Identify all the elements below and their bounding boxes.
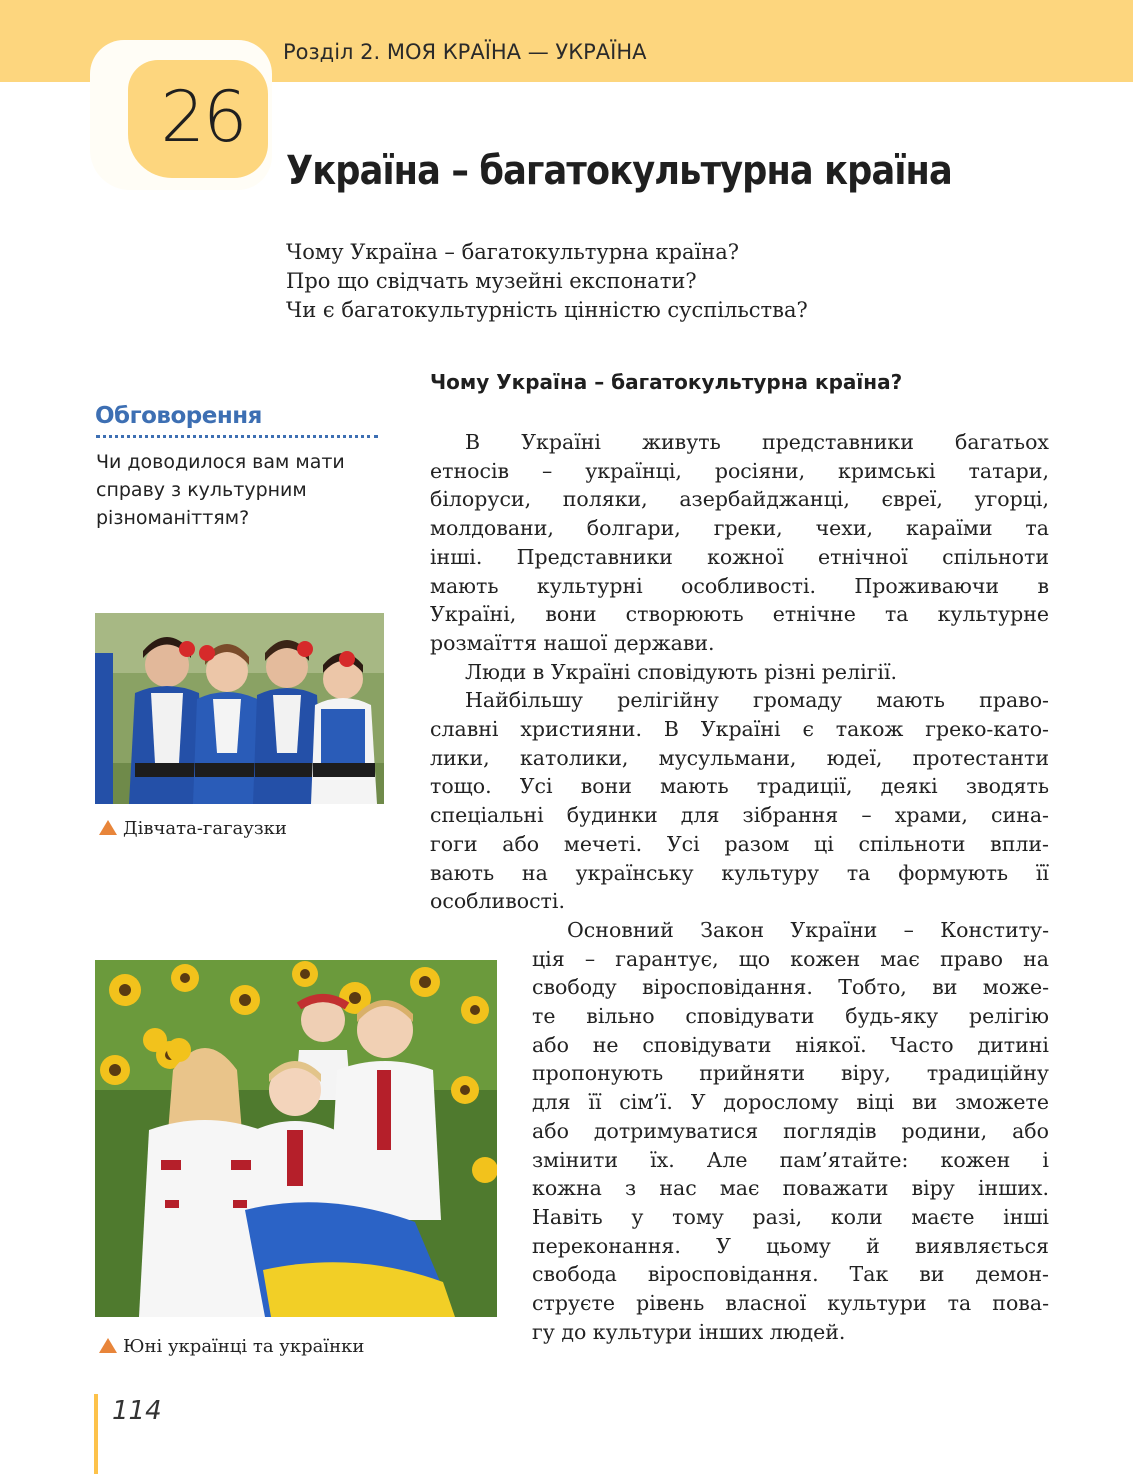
text-line: Навіть у тому разі, коли маєте інші xyxy=(532,1204,1049,1229)
text-line: або дотримуватися поглядів родини, або xyxy=(532,1118,1049,1143)
text-line: тощо. Усі вони мають традиції, деякі зводять xyxy=(430,774,1049,799)
guiding-questions xyxy=(286,238,1006,325)
text-line: славні християни. В Україні є також греко-като- xyxy=(430,717,1049,741)
text-line: розмаїття нашої держави. xyxy=(430,630,715,655)
photo-gagauz-girls-image xyxy=(95,613,384,804)
text-line: переконання. У цьому й виявляється xyxy=(532,1233,1049,1258)
discussion-heading: Обговорення xyxy=(95,403,262,429)
discussion-line: Чи доводилося вам мати xyxy=(96,451,345,473)
triangle-marker-icon xyxy=(99,1338,117,1353)
text-line: вають на українську культуру та формують її xyxy=(430,860,1049,885)
page-number: 114 xyxy=(112,1396,162,1426)
text-line: інші. Представники кожної етнічної спільноти xyxy=(430,544,1049,569)
question: Чому Україна – багатокультурна країна? xyxy=(286,240,739,264)
section-subheading: Чому Україна – багатокультурна країна? xyxy=(430,370,903,394)
text-line: для її сім’ї. У дорослому віці ви зможете xyxy=(532,1090,1049,1115)
discussion-prompt xyxy=(96,448,386,532)
page-number-rule xyxy=(94,1394,98,1474)
caption-text: Юні українці та українки xyxy=(123,1336,365,1357)
text-line: Основний Закон України – Конститу- xyxy=(567,917,1049,942)
text-line: особливості. xyxy=(430,889,565,914)
text-line: Найбільшу релігійну громаду мають право- xyxy=(465,688,1049,713)
text-line: гу до культури інших людей. xyxy=(532,1319,846,1344)
text-line: гоги або мечеті. Усі разом ці спільноти впли- xyxy=(430,831,1049,856)
text-line: ція – гарантує, що кожен має право на xyxy=(532,946,1049,971)
photo-ukrainian-children xyxy=(95,960,497,1317)
text-line: етносів – українці, росіяни, кримські татари, xyxy=(430,458,1049,483)
photo-gagauz-girls xyxy=(95,613,384,804)
text-line: спеціальні будинки для зібрання – храми, сина- xyxy=(430,803,1049,828)
lesson-title: Україна – багатокультурна країна xyxy=(286,148,952,194)
text-line: те вільно сповідувати будь-яку релігію xyxy=(532,1004,1049,1028)
text-line: свободу віросповідання. Тобто, ви може- xyxy=(532,975,1049,1000)
photo-caption xyxy=(99,818,287,839)
discussion-line: різноманіттям? xyxy=(96,507,250,529)
text-line: свобода віросповідання. Так ви демон- xyxy=(532,1262,1049,1287)
text-line: білоруси, поляки, азербайджанці, євреї, угорці, xyxy=(430,487,1049,512)
photo-caption xyxy=(99,1336,364,1357)
section-title: Розділ 2. МОЯ КРАЇНА — УКРАЇНА xyxy=(283,40,647,64)
text-line: В Україні живуть представники багатьох xyxy=(465,430,1049,454)
text-line: або не сповідувати ніякої. Часто дитині xyxy=(532,1032,1049,1057)
discussion-line: справу з культурним xyxy=(96,479,307,501)
text-line: пропонують прийняти віру, традиційну xyxy=(532,1061,1049,1086)
text-line: Україні, вони створюють етнічне та культурне xyxy=(430,602,1049,627)
paragraph: Люди в Україні сповідують різні релігії. xyxy=(465,659,898,684)
triangle-marker-icon xyxy=(99,820,117,835)
text-line: струєте рівень власної культури та пова- xyxy=(532,1291,1049,1315)
caption-text: Дівчата-гагаузки xyxy=(123,818,287,839)
discussion-divider xyxy=(96,435,378,438)
text-line: лики, католики, мусульмани, юдеї, протестанти xyxy=(430,745,1049,770)
text-line: молдовани, болгари, греки, чехи, караїми та xyxy=(430,516,1049,541)
question: Чи є багатокультурність цінністю суспільства? xyxy=(286,298,808,322)
lesson-number: 26 xyxy=(160,76,246,158)
question: Про що свідчать музейні експонати? xyxy=(286,269,697,293)
text-line: мають культурні особливості. Проживаючи в xyxy=(430,573,1049,598)
text-line: змінити їх. Але пам’ятайте: кожен і xyxy=(532,1147,1049,1172)
photo-ukrainian-children-image xyxy=(95,960,497,1317)
text-line: кожна з нас має поважати віру інших. xyxy=(532,1176,1049,1201)
